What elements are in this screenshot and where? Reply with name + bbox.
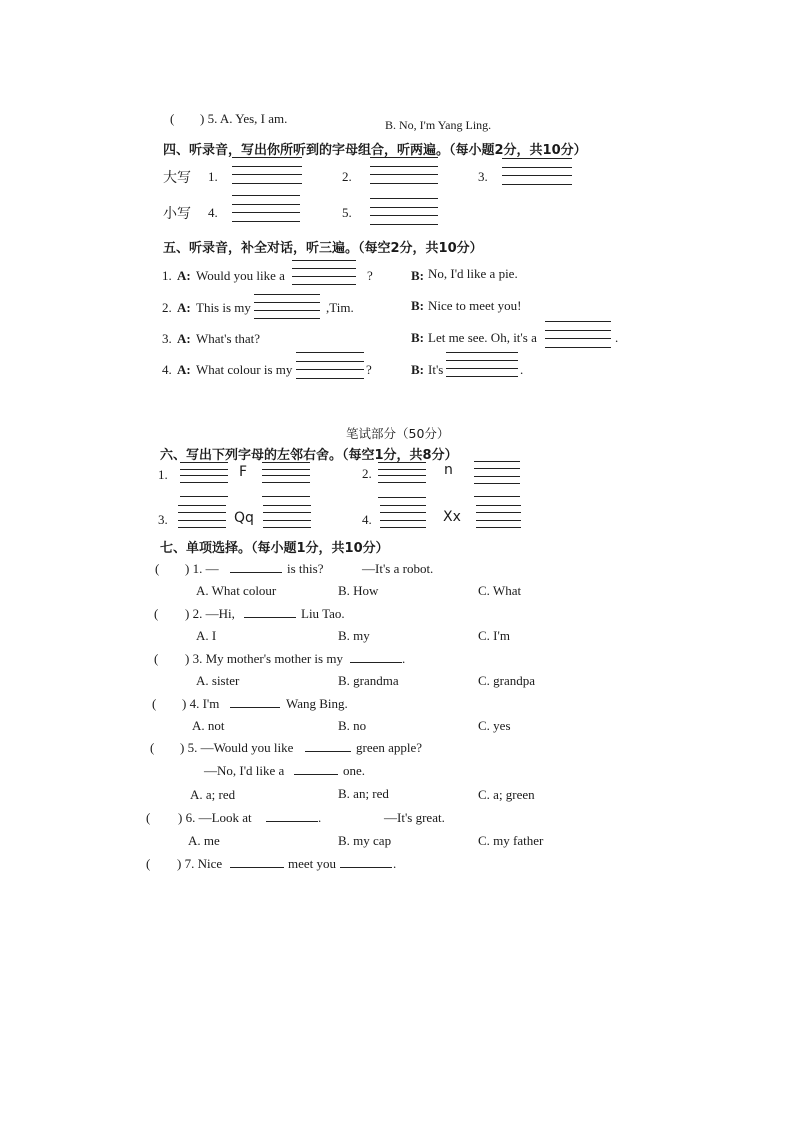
dialogue-grid-5[interactable] (446, 352, 518, 376)
option-a[interactable]: A. me (188, 833, 220, 848)
letter-prompt: Xx (443, 509, 461, 525)
option-a[interactable]: A. sister (196, 673, 240, 688)
question-stem: ) 2. —Hi, (185, 606, 235, 621)
upper-case-label: 大写 (163, 170, 191, 186)
letter-grid[interactable] (474, 461, 520, 483)
answer-blank[interactable] (244, 606, 296, 618)
answer-blank[interactable] (230, 696, 280, 708)
option-c[interactable]: C. I'm (478, 628, 510, 643)
letter-grid[interactable] (378, 462, 426, 482)
paren-open: ( (170, 111, 175, 126)
writing-grid-3[interactable] (502, 158, 572, 184)
answer-paren[interactable]: ( (146, 810, 151, 825)
question-stem-end: green apple? (356, 740, 423, 755)
dialogue-a-end: ? (367, 268, 373, 283)
option-a[interactable]: A. not (192, 718, 225, 733)
question-stem: ) 1. — (185, 561, 219, 576)
answer-blank[interactable] (230, 561, 282, 573)
answer-paren[interactable]: ( (154, 651, 159, 666)
answer-blank[interactable] (230, 856, 284, 868)
speaker-b: B: (411, 298, 424, 313)
question-stem: ) 3. My mother's mother is my (185, 651, 343, 666)
writing-grid-5[interactable] (370, 198, 438, 224)
dialogue-a-text: Would you like a (196, 268, 285, 283)
question-stem: ) 4. I'm (182, 696, 220, 711)
question-stem-mid: meet you (288, 856, 337, 871)
writing-grid-4[interactable] (232, 195, 300, 221)
dialogue-num: 1. (162, 268, 172, 283)
answer-paren[interactable]: ( (152, 696, 157, 711)
dialogue-num: 3. (162, 331, 172, 346)
option-c[interactable]: C. What (478, 583, 522, 598)
speaker-a: A: (177, 300, 191, 315)
question-reply: —It's a robot. (362, 561, 434, 576)
speaker-a: A: (177, 268, 191, 283)
option-b[interactable]: B. no (338, 718, 367, 733)
dialogue-grid-4[interactable] (296, 352, 364, 378)
option-a[interactable]: A. a; red (190, 787, 236, 802)
item-num-4: 4. (208, 205, 218, 220)
question-stem-end: . (318, 810, 322, 825)
question-stem: ) 5. —Would you like (180, 740, 294, 755)
written-part-title: 笔试部分（50分） (346, 426, 450, 441)
question-5-option-b: B. No, I'm Yang Ling. (385, 118, 492, 132)
question-stem: ) 6. —Look at (178, 810, 252, 825)
letter-grid[interactable] (180, 462, 228, 482)
dialogue-a-end: ? (366, 362, 372, 377)
question-line-2: —No, I'd like a (204, 763, 285, 778)
writing-grid-2[interactable] (370, 157, 438, 183)
dialogue-b-text: Nice to meet you! (428, 298, 522, 313)
item-num-2: 2. (342, 169, 352, 184)
speaker-b: B: (411, 330, 424, 345)
question-stem: ) 7. Nice (177, 856, 223, 871)
question-stem-end: . (402, 651, 406, 666)
question-stem-end: . (393, 856, 397, 871)
speaker-b: B: (411, 362, 424, 377)
letter-item-num: 2. (362, 466, 372, 481)
letter-grid[interactable] (262, 462, 310, 482)
lower-case-label: 小写 (163, 206, 191, 222)
question-stem-end: is this? (287, 561, 324, 576)
answer-paren[interactable]: ( (154, 606, 159, 621)
letter-grid[interactable] (263, 505, 311, 527)
answer-blank[interactable] (266, 810, 318, 822)
dialogue-grid-1[interactable] (292, 260, 356, 284)
option-b[interactable]: B. my cap (338, 833, 392, 848)
speaker-a: A: (177, 362, 191, 377)
letter-item-num: 4. (362, 512, 372, 527)
question-stem-end: Wang Bing. (286, 696, 348, 711)
item-num-3: 3. (478, 169, 488, 184)
letter-grid[interactable] (178, 505, 226, 527)
option-b[interactable]: B. How (338, 583, 379, 598)
dialogue-a-text: What's that? (196, 331, 261, 346)
dialogue-grid-3[interactable] (545, 321, 611, 347)
letter-prompt: Qq (234, 510, 254, 526)
answer-paren[interactable]: ( (146, 856, 151, 871)
dialogue-b-text: No, I'd like a pie. (428, 266, 518, 281)
speaker-a: A: (177, 331, 191, 346)
section-4-title: 四、听录音，写出你所听到的字母组合，听两遍。（每小题2分，共10分） (163, 143, 587, 158)
answer-paren[interactable]: ( (155, 561, 160, 576)
answer-blank[interactable] (340, 856, 392, 868)
dialogue-a-text: This is my (196, 300, 251, 315)
question-stem-end: Liu Tao. (301, 606, 345, 621)
dialogue-b-text: Let me see. Oh, it's a (428, 330, 537, 345)
speaker-b: B: (411, 268, 424, 283)
letter-prompt: n (444, 462, 453, 478)
dialogue-a-end: ,Tim. (326, 300, 354, 315)
letter-grid[interactable] (476, 505, 521, 527)
option-c[interactable]: C. my father (478, 833, 544, 848)
answer-blank[interactable] (294, 763, 338, 775)
dialogue-num: 4. (162, 362, 172, 377)
item-num-1: 1. (208, 169, 218, 184)
dialogue-grid-2[interactable] (254, 294, 320, 318)
question-5-stem: ) 5. A. Yes, I am. (200, 111, 288, 126)
answer-blank[interactable] (350, 651, 402, 663)
dialogue-b-text: It's (428, 362, 444, 377)
option-b[interactable]: B. an; red (338, 786, 389, 801)
section-6-title: 六、写出下列字母的左邻右舍。（每空1分，共8分） (160, 448, 458, 463)
question-line-2-end: one. (343, 763, 366, 778)
writing-grid-1[interactable] (232, 157, 302, 183)
item-num-5: 5. (342, 205, 352, 220)
section-7-title: 七、单项选择。（每小题1分，共10分） (160, 541, 389, 556)
option-b[interactable]: B. grandma (338, 673, 399, 688)
option-c[interactable]: C. a; green (478, 787, 535, 802)
section-5-title: 五、听录音，补全对话，听三遍。（每空2分，共10分） (163, 241, 483, 256)
dialogue-a-text: What colour is my (196, 362, 293, 377)
letter-item-num: 3. (158, 512, 168, 527)
option-c[interactable]: C. grandpa (478, 673, 536, 688)
option-a[interactable]: A. I (196, 628, 217, 643)
dialogue-b-end: . (615, 330, 619, 345)
option-a[interactable]: A. What colour (196, 583, 277, 598)
dialogue-num: 2. (162, 300, 172, 315)
answer-paren[interactable]: ( (150, 740, 155, 755)
option-b[interactable]: B. my (338, 628, 370, 643)
answer-blank[interactable] (305, 740, 351, 752)
letter-prompt: F (239, 464, 248, 480)
letter-grid[interactable] (380, 505, 426, 527)
letter-item-num: 1. (158, 467, 168, 482)
dialogue-b-end: . (520, 362, 524, 377)
option-c[interactable]: C. yes (478, 718, 511, 733)
question-reply: —It's great. (384, 810, 445, 825)
